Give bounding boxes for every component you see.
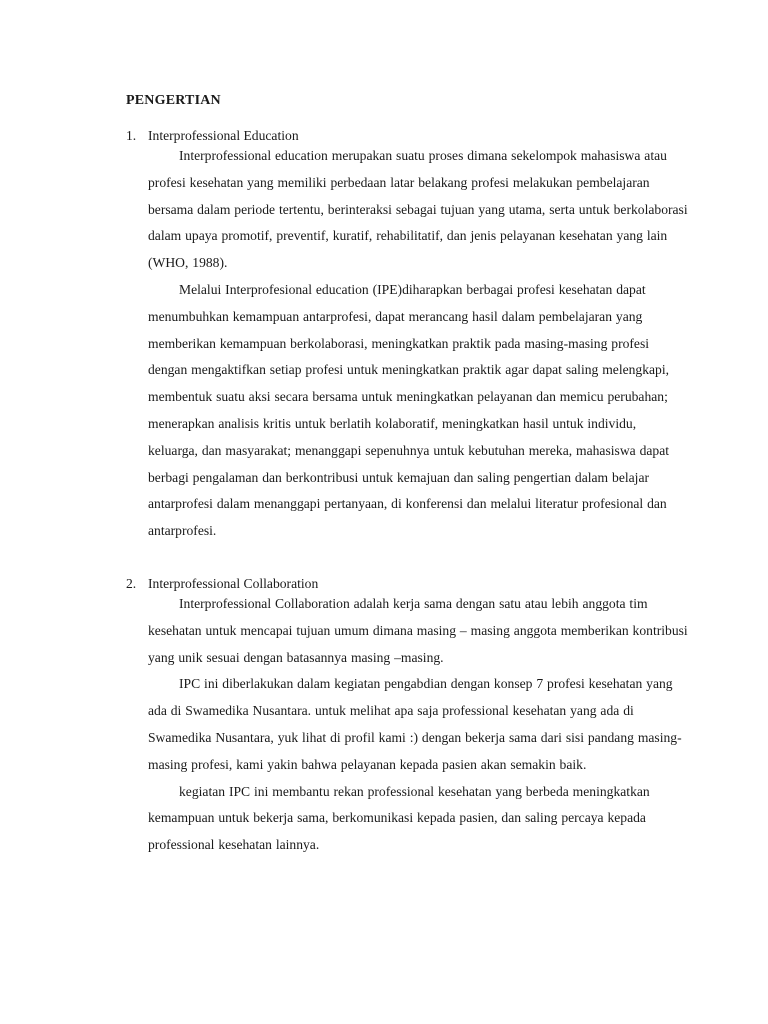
section-number: 2. — [126, 576, 137, 591]
page-title: PENGERTIAN — [126, 93, 221, 108]
paragraph: Interprofessional Collaboration adalah kerja sama dengan satu atau lebih anggota tim kesehatan untuk mencapai tujuan umum dimana masing – masing anggota memberikan kontribusi yang unik sesuai dengan batasannya masing –masing. — [148, 596, 688, 665]
section-interprofessional-education — [126, 126, 686, 545]
section-number: 1. — [126, 128, 137, 143]
paragraph: kegiatan IPC ini membantu rekan professional kesehatan yang berbeda meningkatkan kemampuan untuk bekerja sama, berkomunikasi kepada pasien, dan saling percaya kepada professional kesehatan lainnya. — [148, 783, 650, 853]
section-title: Interprofessional Collaboration — [148, 576, 319, 591]
paragraph: Interprofessional education merupakan suatu proses dimana sekelompok mahasiswa atau profesi kesehatan yang memiliki perbedaan latar belakang profesi melakukan pembelajaran bersama dalam periode tertentu, berinteraksi sebagai tujuan yang utama, serta untuk berkolaborasi dalam upaya promotif, preventif, kuratif, rehabilitatif, dan jenis pelayanan kesehatan yang lain (WHO, 1988). — [148, 148, 688, 271]
section-title: Interprofessional Education — [148, 128, 299, 143]
paragraph: Melalui Interprofesional education (IPE)diharapkan berbagai profesi kesehatan dapat menumbuhkan kemampuan antarprofesi, dapat merancang hasil dalam pembelajaran yang memberikan kemampuan berkolaborasi, meningkatkan praktik pada masing-masing profesi dengan mengaktifkan setiap profesi untuk meningkatkan praktik agar dapat saling melengkapi, membentuk suatu aksi secara bersama untuk meningkatkan pelayanan dan memicu perubahan; menerapkan analisis kritis untuk berlatih kolaboratif, meningkatkan hasil untuk individu, keluarga, dan masyarakat; menanggapi sepenuhnya untuk kebutuhan mereka, mahasiswa dapat berbagi pengalaman dan berkontribusi untuk kemajuan dan saling pengertian dalam belajar antarprofesi dalam menanggapi pertanyaan, di konferensi dan melalui literatur profesional dan antarprofesi. — [148, 281, 670, 539]
section-interprofessional-collaboration — [126, 574, 686, 859]
paragraph: IPC ini diberlakukan dalam kegiatan pengabdian dengan konsep 7 profesi kesehatan yang ada di Swamedika Nusantara. untuk melihat apa saja professional kesehatan yang ada di Swamedika Nusantara, yuk lihat di profil kami :) dengan bekerja sama dari sisi pandang masing-masing profesi, kami yakin bahwa pelayanan kepada pasien akan semakin baik. — [148, 676, 682, 772]
